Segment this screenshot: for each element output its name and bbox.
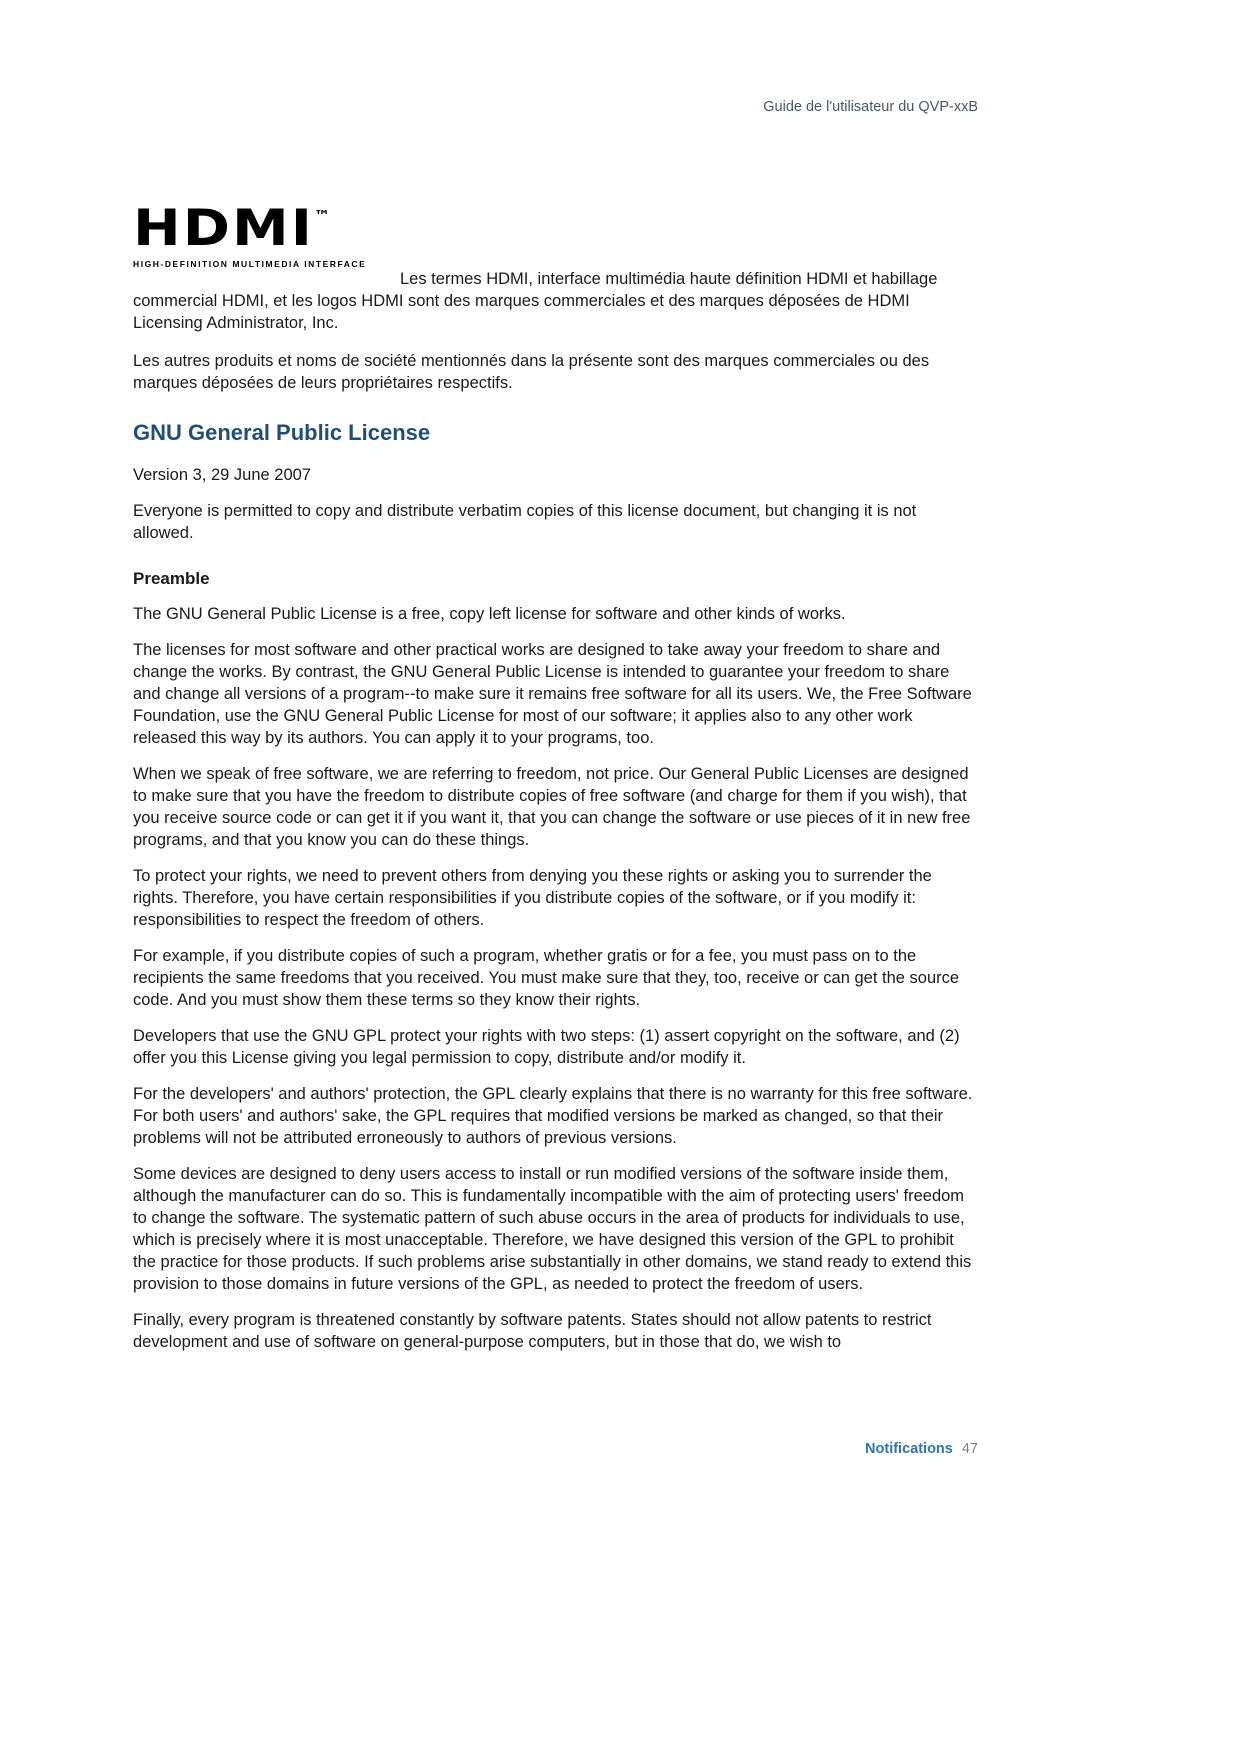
sub-heading-preamble: Preamble (133, 569, 210, 588)
hdmi-wordmark-text: HDMI (133, 199, 314, 258)
trademark-symbol: ™ (313, 207, 330, 225)
running-footer (133, 1440, 978, 1458)
header-title: Guide de l'utilisateur du QVP-xxB (763, 99, 978, 115)
paragraph-other-trademarks-notice: Les autres produits et noms de société mentionnés dans la présente sont des marques commerciales ou des marques déposées de leurs propriétaires respectifs. (133, 352, 930, 392)
preamble-paragraph: To protect your rights, we need to prevent others from denying you these rights or asking you to surrender the rights. Therefore, you have certain responsibilities if you distribute copies of the software, or if you modify it: responsibilities to respect the freedom of others. (133, 867, 932, 929)
footer-notifications-link[interactable]: Notifications (865, 1441, 953, 1457)
section-heading-gnu-gpl: GNU General Public License (133, 420, 431, 445)
preamble-paragraph: When we speak of free software, we are referring to freedom, not price. Our General Public Licenses are designed to make sure that you have the freedom to distribute copies of free software (and charge for them if you wish), that you receive source code or can get it if you want it, that you can change the software or use pieces of it in new free programs, and that you know you can do these things. (133, 765, 971, 849)
license-permission-line: Everyone is permitted to copy and distribute verbatim copies of this license document, but changing it is not allowed. (133, 502, 917, 542)
preamble-paragraph: The GNU General Public License is a free, copy left license for software and other kinds of works. (133, 605, 846, 623)
hdmi-caption: HIGH-DEFINITION MULTIMEDIA INTERFACE (133, 259, 367, 269)
preamble-paragraph: For the developers' and authors' protection, the GPL clearly explains that there is no warranty for this free software. For both users' and authors' sake, the GPL requires that modified versions be marked as changed, so that their problems will not be attributed erroneously to authors of previous versions. (133, 1085, 973, 1147)
preamble-paragraph: For example, if you distribute copies of such a program, whether gratis or for a fee, you must pass on to the recipients the same freedoms that you received. You must make sure that they, too, receive or can get the source code. And you must show them these terms so they know their rights. (133, 947, 960, 1009)
preamble-paragraph: Finally, every program is threatened constantly by software patents. States should not allow patents to restrict development and use of software on general-purpose computers, but in those that do, we wish to (133, 1311, 932, 1351)
preamble-paragraph: Developers that use the GNU GPL protect your rights with two steps: (1) assert copyright on the software, and (2) offer you this License giving you legal permission to copy, distribute and/or modify it. (133, 1027, 960, 1067)
hdmi-logo (133, 195, 403, 269)
preamble-paragraph: Some devices are designed to deny users access to install or run modified versions of the software inside them, although the manufacturer can do so. This is fundamentally incompatible with the aim of protecting users' freedom to change the software. The systematic pattern of such abuse occurs in the area of products for individuals to use, which is precisely where it is most unacceptable. Therefore, we have designed this version of the GPL to prohibit the practice for those products. If such problems arise substantially in other domains, we stand ready to extend this provision to those domains in future versions of the GPL, as needed to protect the freedom of users. (133, 1165, 972, 1293)
paragraph-hdmi-trademark-notice: Les termes HDMI, interface multimédia haute définition HDMI et habillage commercial HDMI, et les logos HDMI sont des marques commerciales et des marques déposées de HDMI Licensing Administrator, Inc. (133, 270, 938, 332)
page-content (133, 0, 978, 1367)
running-header (133, 98, 978, 116)
hdmi-wordmark (133, 195, 403, 258)
license-version-line: Version 3, 29 June 2007 (133, 466, 311, 484)
footer-page-number: 47 (961, 1441, 978, 1457)
preamble-paragraph: The licenses for most software and other practical works are designed to take away your freedom to share and change the works. By contrast, the GNU General Public License is intended to guarantee your freedom to share and change all versions of a program--to make sure it remains free software for all its users. We, the Free Software Foundation, use the GNU General Public License for most of our software; it applies also to any other work released this way by its authors. You can apply it to your programs, too. (133, 641, 972, 747)
